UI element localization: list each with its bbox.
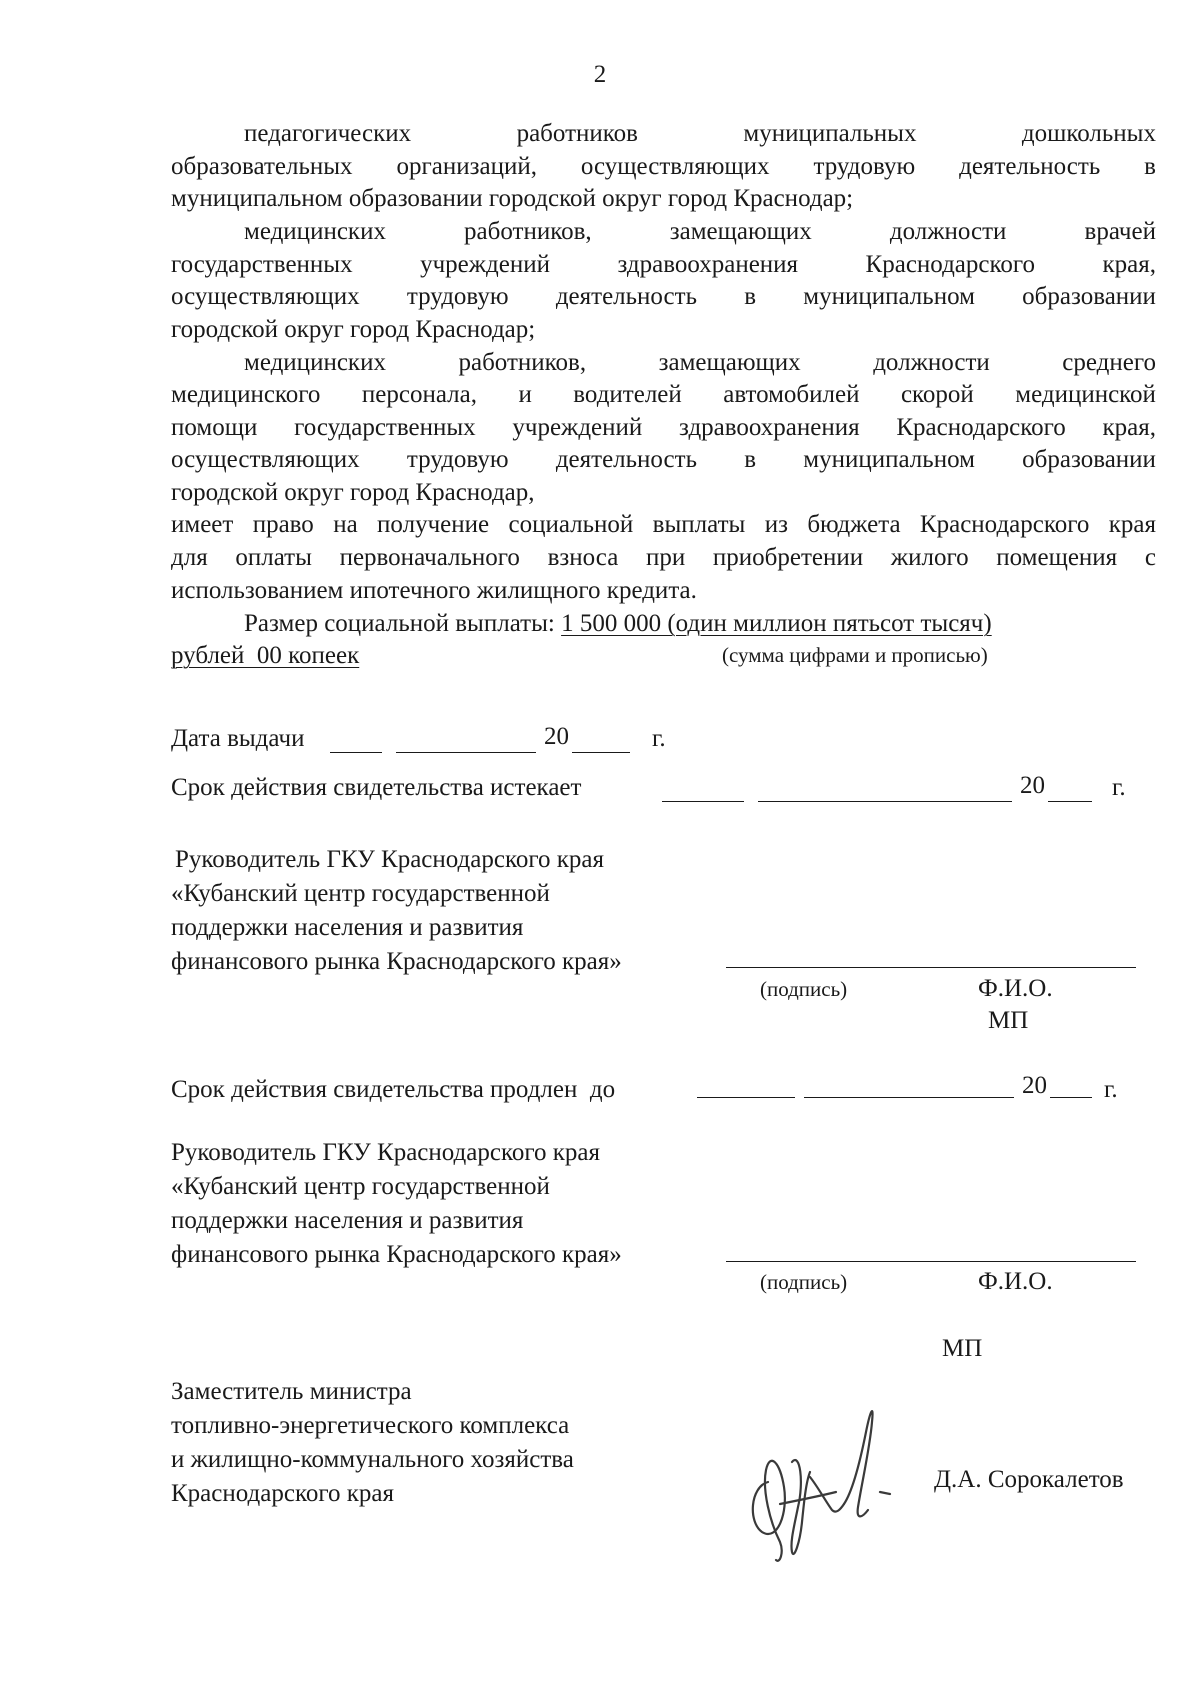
payment-label: Размер социальной выплаты:: [244, 610, 555, 637]
word: имеет: [171, 511, 234, 538]
word: образовании: [1022, 283, 1156, 310]
p3-line5: городской округ город Краснодар,: [171, 479, 535, 506]
word: жилого: [890, 544, 969, 571]
word: автомобилей: [723, 381, 860, 408]
word: водителей: [573, 381, 682, 408]
word: Краснодарского: [896, 414, 1066, 441]
extension-year-prefix: 20: [1022, 1072, 1047, 1099]
payment-amount-line2: рублей 00 копеек: [171, 642, 360, 669]
word: муниципальном: [803, 283, 975, 310]
word: Краснодарского: [919, 511, 1090, 538]
word: оплаты: [235, 544, 312, 571]
signer2-line2: «Кубанский центр государственной: [171, 1173, 550, 1200]
p2-line4: городской округ город Краснодар;: [171, 316, 536, 343]
p2-line1: [244, 219, 1156, 244]
issue-day-blank: [330, 752, 382, 753]
word: персонала,: [361, 381, 477, 408]
expiry-month-blank: [758, 801, 1012, 802]
word: осуществляющих: [580, 153, 770, 180]
word: социальной: [508, 511, 634, 538]
signer1-signature-blank: [726, 967, 1136, 968]
p2-line2: [171, 252, 1156, 277]
extension-year-blank: [1050, 1097, 1092, 1098]
word: медицинской: [1015, 381, 1156, 408]
word: медицинских: [244, 218, 386, 245]
word: врачей: [1084, 218, 1156, 245]
p4-line3: использованием ипотечного жилищного кредита.: [171, 577, 697, 604]
signer1-line1: Руководитель ГКУ Краснодарского края: [175, 846, 604, 873]
word: образовательных: [171, 153, 353, 180]
word: скорой: [900, 381, 974, 408]
word: и: [518, 381, 532, 408]
page-number: 2: [593, 61, 607, 88]
word: организаций,: [396, 153, 537, 180]
signer2-stamp: МП: [942, 1335, 983, 1362]
word: в: [744, 283, 757, 310]
word: деятельность: [959, 153, 1101, 180]
deputy-line4: Краснодарского края: [171, 1480, 394, 1507]
signer1-sign-hint: (подпись): [760, 977, 848, 1001]
word: право: [252, 511, 314, 538]
issue-date-label: Дата выдачи: [171, 725, 305, 752]
p3-line4: [171, 447, 1156, 472]
word: образовании: [1022, 446, 1156, 473]
payment-line1: [244, 611, 992, 636]
p1-line2: [171, 154, 1156, 179]
word: государственных: [171, 251, 353, 278]
word: муниципальном: [803, 446, 975, 473]
extension-label: Срок действия свидетельства продлен до: [171, 1076, 616, 1103]
p3-line2: [171, 382, 1156, 407]
word: в: [1144, 153, 1156, 180]
expiry-year-blank: [1048, 801, 1092, 802]
payment-hint: (сумма цифрами и прописью): [722, 643, 988, 667]
word: края: [1108, 511, 1156, 538]
p2-line3: [171, 284, 1156, 309]
p4-line2: [171, 545, 1156, 570]
word: с: [1144, 544, 1156, 571]
signer2-line3: поддержки населения и развития: [171, 1207, 524, 1234]
word: получение: [377, 511, 490, 538]
handwritten-signature: [740, 1392, 910, 1572]
word: в: [744, 446, 757, 473]
expiry-year-suffix: г.: [1112, 774, 1126, 801]
extension-month-blank: [804, 1097, 1014, 1098]
word: медицинских: [244, 349, 386, 376]
word: при: [645, 544, 686, 571]
word: работников,: [458, 349, 587, 376]
deputy-line3: и жилищно-коммунального хозяйства: [171, 1446, 574, 1473]
extension-year-suffix: г.: [1104, 1076, 1118, 1103]
issue-year-prefix: 20: [544, 723, 569, 750]
word: работников: [516, 120, 638, 147]
word: замещающих: [669, 218, 812, 245]
signer1-stamp: МП: [988, 1007, 1029, 1034]
word: медицинского: [171, 381, 321, 408]
word: деятельность: [555, 283, 697, 310]
word: деятельность: [555, 446, 697, 473]
deputy-name: Д.А. Сорокалетов: [934, 1466, 1124, 1493]
deputy-line1: Заместитель министра: [171, 1378, 412, 1405]
expiry-label: Срок действия свидетельства истекает: [171, 774, 582, 801]
word: приобретении: [712, 544, 864, 571]
word: муниципальных: [743, 120, 917, 147]
word: края,: [1102, 414, 1156, 441]
signer2-sign-hint: (подпись): [760, 1270, 848, 1294]
word: трудовую: [406, 446, 509, 473]
word: замещающих: [658, 349, 801, 376]
signer2-line4: финансового рынка Краснодарского края»: [171, 1241, 622, 1268]
word: края,: [1102, 251, 1156, 278]
word: осуществляющих: [171, 283, 360, 310]
p3-line1: [244, 350, 1156, 375]
word: трудовую: [813, 153, 916, 180]
signer2-line1: Руководитель ГКУ Краснодарского края: [171, 1139, 600, 1166]
word: первоначального: [339, 544, 520, 571]
word: из: [764, 511, 788, 538]
word: помощи: [171, 414, 258, 441]
word: государственных: [294, 414, 476, 441]
word: для: [171, 544, 208, 571]
word: трудовую: [406, 283, 509, 310]
word: педагогических: [244, 120, 412, 147]
signer1-line4: финансового рынка Краснодарского края»: [171, 948, 622, 975]
word: бюджета: [807, 511, 901, 538]
signer2-fio: Ф.И.О.: [978, 1268, 1053, 1295]
word: среднего: [1062, 349, 1156, 376]
issue-year-blank: [572, 752, 630, 753]
word: выплаты: [652, 511, 746, 538]
signer2-signature-blank: [726, 1261, 1136, 1262]
word: осуществляющих: [171, 446, 360, 473]
p1-line1: [244, 121, 1156, 146]
p4-line1: [171, 512, 1156, 537]
signer1-line2: «Кубанский центр государственной: [171, 880, 550, 907]
p3-line3: [171, 415, 1156, 440]
expiry-day-blank: [662, 801, 744, 802]
expiry-year-prefix: 20: [1020, 772, 1045, 799]
word: дошкольных: [1021, 120, 1156, 147]
word: здравоохранения: [679, 414, 860, 441]
signer1-line3: поддержки населения и развития: [171, 914, 524, 941]
word: помещения: [996, 544, 1118, 571]
payment-amount: 1 500 000 (один миллион пятьсот тысяч): [561, 610, 992, 637]
signer1-fio: Ф.И.О.: [978, 975, 1053, 1002]
word: на: [333, 511, 358, 538]
word: работников,: [464, 218, 592, 245]
deputy-line2: топливно-энергетического комплекса: [171, 1412, 570, 1439]
issue-year-suffix: г.: [652, 725, 666, 752]
issue-month-blank: [396, 752, 536, 753]
word: взноса: [547, 544, 619, 571]
word: учреждений: [420, 251, 550, 278]
word: здравоохранения: [617, 251, 799, 278]
word: учреждений: [512, 414, 643, 441]
word: должности: [889, 218, 1007, 245]
word: Краснодарского: [865, 251, 1035, 278]
word: должности: [873, 349, 990, 376]
extension-day-blank: [697, 1097, 795, 1098]
p1-line3: муниципальном образовании городской округ город Краснодар;: [171, 185, 854, 212]
